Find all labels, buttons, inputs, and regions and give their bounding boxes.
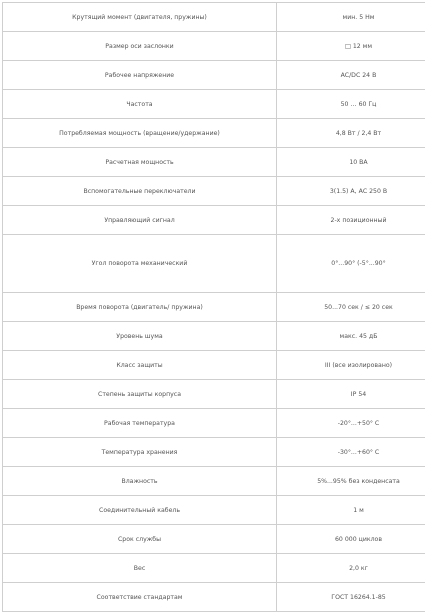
spec-name: Вспомогательные переключатели <box>3 177 277 206</box>
spec-value: ГОСТ 16264.1-85 <box>277 583 425 612</box>
spec-name: Температура хранения <box>3 438 277 467</box>
spec-name: Срок службы <box>3 525 277 554</box>
table-row <box>3 583 425 612</box>
spec-name: Соответствие стандартам <box>3 583 277 612</box>
spec-value: мин. 5 Нм <box>277 3 425 32</box>
spec-value: 0°...90° (-5°...90° <box>277 235 425 293</box>
spec-name: Время поворота (двигатель/ пружина) <box>3 293 277 322</box>
table-row <box>3 380 425 409</box>
table-row <box>3 293 425 322</box>
table-row <box>3 3 425 32</box>
spec-value: 2-х позиционный <box>277 206 425 235</box>
specifications-table <box>2 2 425 612</box>
spec-value: 50 … 60 Гц <box>277 90 425 119</box>
table-row <box>3 148 425 177</box>
spec-value: AC/DC 24 В <box>277 61 425 90</box>
spec-name: Рабочее напряжение <box>3 61 277 90</box>
spec-value: -30°...+60° С <box>277 438 425 467</box>
table-row <box>3 351 425 380</box>
spec-value: □ 12 мм <box>277 32 425 61</box>
spec-value: 4,8 Вт / 2,4 Вт <box>277 119 425 148</box>
spec-name: Частота <box>3 90 277 119</box>
table-row <box>3 177 425 206</box>
table-row <box>3 32 425 61</box>
table-row <box>3 554 425 583</box>
spec-value: IP 54 <box>277 380 425 409</box>
spec-name: Управляющий сигнал <box>3 206 277 235</box>
spec-name: Рабочая температура <box>3 409 277 438</box>
spec-name: Угол поворота механический <box>3 235 277 293</box>
spec-name: Размер оси заслонки <box>3 32 277 61</box>
spec-value: 1 м <box>277 496 425 525</box>
table-row <box>3 61 425 90</box>
table-row <box>3 525 425 554</box>
spec-value: 50...70 сек / ≤ 20 сек <box>277 293 425 322</box>
spec-value: 2,0 кг <box>277 554 425 583</box>
spec-name: Крутящий момент (двигателя, пружины) <box>3 3 277 32</box>
spec-name: Влажность <box>3 467 277 496</box>
spec-value: 10 ВА <box>277 148 425 177</box>
spec-name: Вес <box>3 554 277 583</box>
table-row <box>3 409 425 438</box>
spec-value: 3(1.5) А, АС 250 В <box>277 177 425 206</box>
table-row <box>3 235 425 293</box>
spec-value: 5%...95% без конденсата <box>277 467 425 496</box>
spec-value: макс. 45 дБ <box>277 322 425 351</box>
spec-value: III (все изолировано) <box>277 351 425 380</box>
table-row <box>3 467 425 496</box>
spec-name: Расчетная мощность <box>3 148 277 177</box>
table-row <box>3 90 425 119</box>
table-row <box>3 206 425 235</box>
table-row <box>3 496 425 525</box>
spec-name: Соединительный кабель <box>3 496 277 525</box>
table-row <box>3 438 425 467</box>
spec-name: Уровень шума <box>3 322 277 351</box>
table-row <box>3 119 425 148</box>
spec-value: -20°...+50° С <box>277 409 425 438</box>
table-row <box>3 322 425 351</box>
spec-name: Степень защиты корпуса <box>3 380 277 409</box>
spec-name: Класс защиты <box>3 351 277 380</box>
spec-name: Потребляемая мощность (вращение/удержание) <box>3 119 277 148</box>
spec-value: 60 000 циклов <box>277 525 425 554</box>
